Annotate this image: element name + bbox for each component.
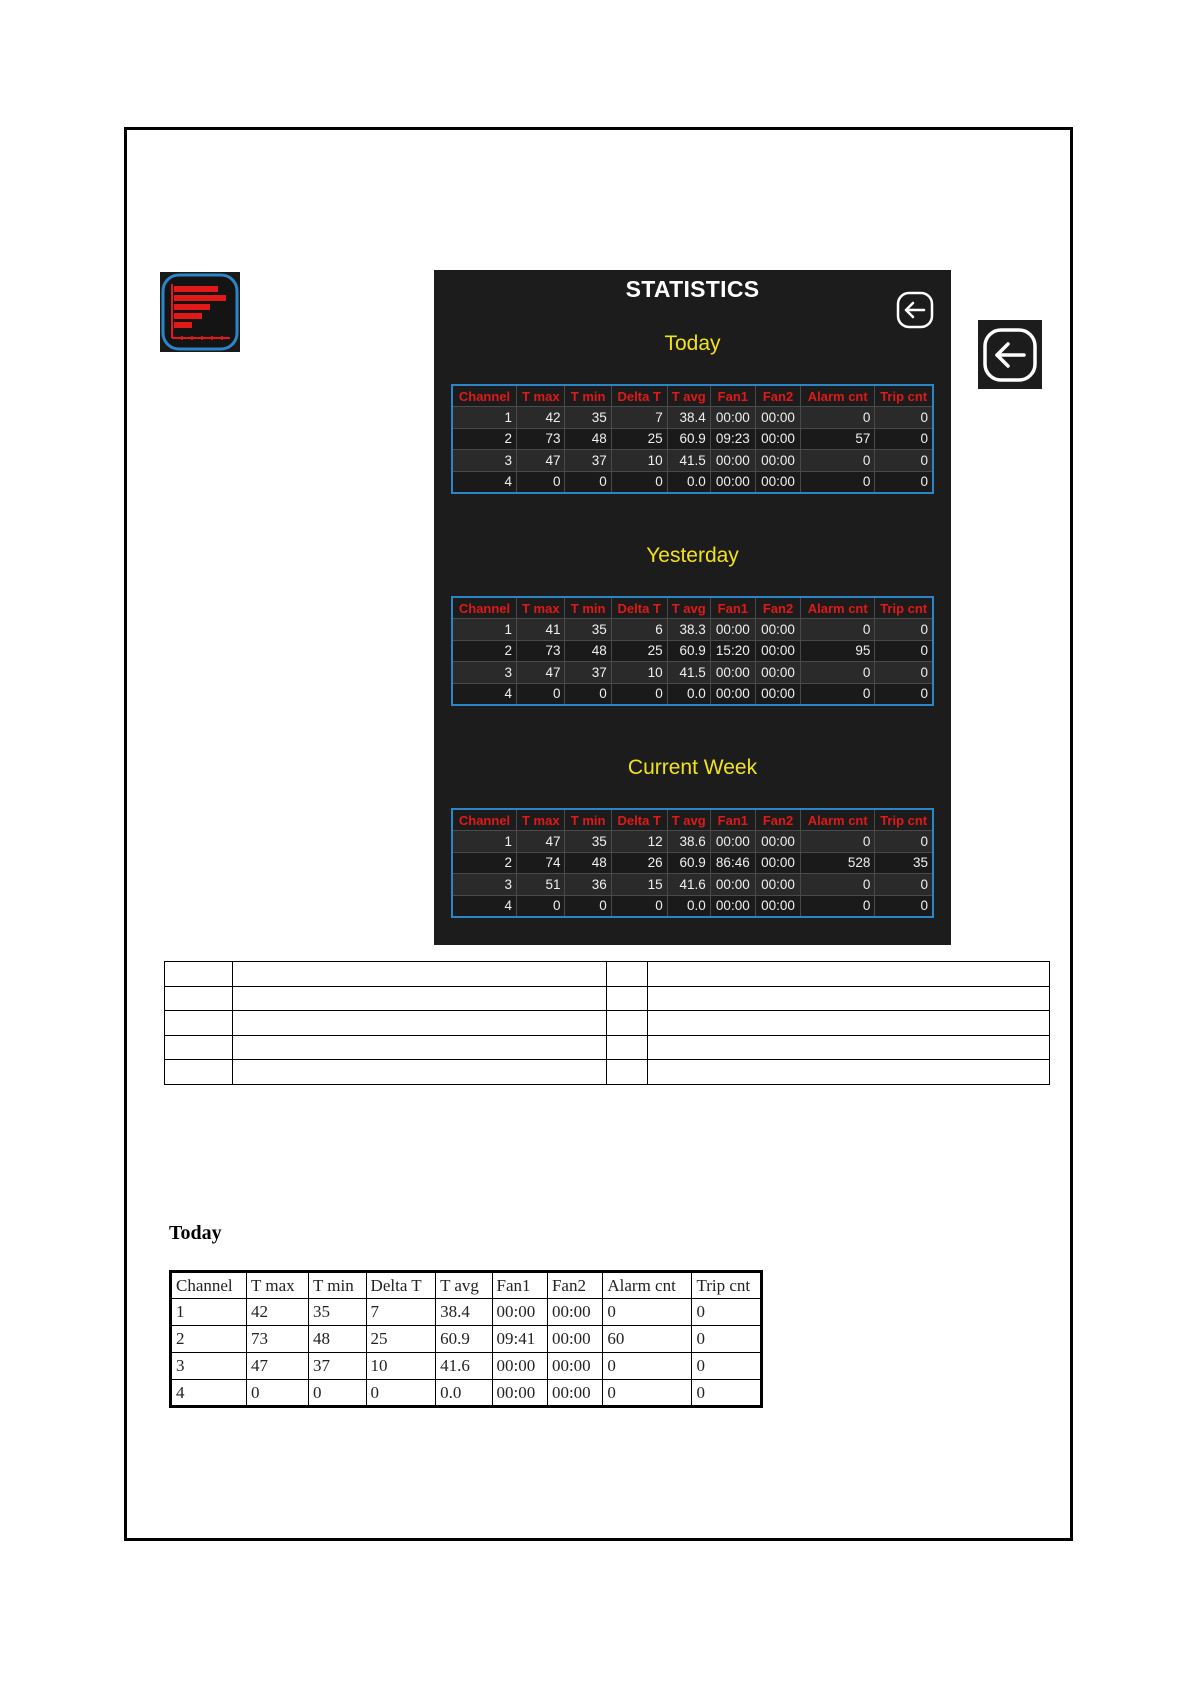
- column-header: Fan1: [710, 809, 755, 831]
- statistics-screen: [434, 270, 951, 945]
- table-cell: 38.4: [436, 1299, 492, 1326]
- table-cell: 0: [875, 895, 933, 917]
- table-cell: 00:00: [755, 831, 800, 853]
- column-header: T avg: [667, 385, 710, 407]
- table-cell: 0: [875, 831, 933, 853]
- table-cell: 35: [875, 852, 933, 874]
- table-cell: 00:00: [755, 450, 800, 472]
- table-cell: 10: [611, 450, 667, 472]
- column-header: T avg: [436, 1272, 492, 1299]
- table-cell: 51: [517, 874, 565, 896]
- table-cell: 48: [565, 640, 611, 662]
- table-cell: 0: [692, 1353, 762, 1380]
- current-week-table: [451, 808, 934, 918]
- table-cell: 0: [517, 895, 565, 917]
- table-cell: 48: [308, 1326, 366, 1353]
- column-header: Alarm cnt: [801, 597, 875, 619]
- table-cell: 4: [171, 1380, 247, 1407]
- column-header: Trip cnt: [875, 597, 933, 619]
- table-header-row: [452, 385, 933, 407]
- table-cell: 0: [692, 1326, 762, 1353]
- table-cell: 0: [565, 471, 611, 493]
- table-cell: 60.9: [667, 428, 710, 450]
- table-cell: 00:00: [710, 831, 755, 853]
- table-cell: 35: [308, 1299, 366, 1326]
- table-row: [452, 662, 933, 684]
- table-cell: 12: [611, 831, 667, 853]
- table-cell: 42: [517, 407, 565, 429]
- column-header: T min: [565, 385, 611, 407]
- column-header: Channel: [452, 809, 517, 831]
- table-row: [452, 831, 933, 853]
- table-row: [171, 1380, 762, 1407]
- table-cell: 00:00: [547, 1326, 602, 1353]
- table-cell: 0.0: [667, 683, 710, 705]
- table-cell: 00:00: [492, 1380, 547, 1407]
- table-row: [165, 962, 1050, 987]
- table-cell: 2: [452, 428, 517, 450]
- table-cell: 73: [517, 640, 565, 662]
- doc-today-table: [169, 1270, 763, 1408]
- table-cell: 35: [565, 619, 611, 641]
- column-header: Fan2: [547, 1272, 602, 1299]
- table-cell: 2: [452, 852, 517, 874]
- table-cell: 0.0: [436, 1380, 492, 1407]
- table-cell: 00:00: [755, 471, 800, 493]
- table-cell: 1: [452, 407, 517, 429]
- table-row: [165, 1060, 1050, 1085]
- table-cell: 00:00: [710, 450, 755, 472]
- table-row: [452, 619, 933, 641]
- table-cell: 0: [611, 683, 667, 705]
- table-cell: 95: [801, 640, 875, 662]
- table-cell: 00:00: [710, 407, 755, 429]
- column-header: Fan2: [755, 597, 800, 619]
- table-row: [452, 852, 933, 874]
- column-header: Fan1: [492, 1272, 547, 1299]
- table-cell: 00:00: [547, 1353, 602, 1380]
- section-title-current-week: Current Week: [627, 756, 758, 779]
- table-cell: 00:00: [755, 428, 800, 450]
- table-cell: 37: [308, 1353, 366, 1380]
- table-cell: 38.6: [667, 831, 710, 853]
- table-cell: 00:00: [547, 1299, 602, 1326]
- table-cell: 0: [308, 1380, 366, 1407]
- table-cell: 37: [565, 450, 611, 472]
- table-cell: 00:00: [755, 407, 800, 429]
- table-cell: 0: [875, 471, 933, 493]
- table-cell: 41.5: [667, 450, 710, 472]
- table-cell: 4: [452, 471, 517, 493]
- column-header: T max: [517, 809, 565, 831]
- column-header: T min: [308, 1272, 366, 1299]
- column-header: Alarm cnt: [801, 385, 875, 407]
- table-cell: 0: [875, 619, 933, 641]
- table-cell: 47: [517, 662, 565, 684]
- table-header-row: [452, 809, 933, 831]
- table-cell: 00:00: [755, 874, 800, 896]
- screen-back-button[interactable]: [895, 290, 935, 330]
- table-cell: 0: [801, 450, 875, 472]
- table-cell: 00:00: [755, 640, 800, 662]
- today-table: [451, 384, 934, 494]
- column-header: Delta T: [611, 597, 667, 619]
- table-header-row: [171, 1272, 762, 1299]
- table-cell: 00:00: [710, 662, 755, 684]
- table-cell: 35: [565, 831, 611, 853]
- table-cell: 3: [171, 1353, 247, 1380]
- table-cell: 0: [875, 662, 933, 684]
- table-cell: 47: [517, 831, 565, 853]
- table-row: [165, 1011, 1050, 1036]
- table-cell: 0: [603, 1299, 692, 1326]
- table-cell: 0.0: [667, 895, 710, 917]
- table-cell: 6: [611, 619, 667, 641]
- table-cell: 25: [366, 1326, 436, 1353]
- back-button[interactable]: [978, 320, 1042, 389]
- table-cell: 528: [801, 852, 875, 874]
- table-cell: 26: [611, 852, 667, 874]
- table-row: [452, 407, 933, 429]
- column-header: T min: [565, 809, 611, 831]
- table-cell: 0: [611, 895, 667, 917]
- column-header: Channel: [452, 385, 517, 407]
- column-header: T min: [565, 597, 611, 619]
- column-header: T avg: [667, 809, 710, 831]
- table-cell: 0: [603, 1353, 692, 1380]
- legend-table: [164, 961, 1050, 1085]
- section-title-yesterday: Yesterday: [646, 544, 739, 567]
- table-cell: 00:00: [710, 895, 755, 917]
- table-row: [452, 450, 933, 472]
- table-cell: 2: [171, 1326, 247, 1353]
- table-cell: 0: [875, 640, 933, 662]
- column-header: Delta T: [611, 809, 667, 831]
- table-cell: 25: [611, 640, 667, 662]
- column-header: Alarm cnt: [603, 1272, 692, 1299]
- table-cell: 00:00: [710, 874, 755, 896]
- table-cell: 48: [565, 852, 611, 874]
- table-row: [452, 683, 933, 705]
- back-arrow-icon: [895, 290, 935, 330]
- table-row: [452, 895, 933, 917]
- table-cell: 09:41: [492, 1326, 547, 1353]
- column-header: T avg: [667, 597, 710, 619]
- table-cell: 3: [452, 874, 517, 896]
- table-cell: 41.6: [667, 874, 710, 896]
- table-cell: 0: [692, 1299, 762, 1326]
- table-row: [452, 640, 933, 662]
- table-cell: 86:46: [710, 852, 755, 874]
- table-cell: 1: [452, 619, 517, 641]
- column-header: Trip cnt: [875, 385, 933, 407]
- table-cell: 00:00: [755, 683, 800, 705]
- table-cell: 0: [247, 1380, 309, 1407]
- table-cell: 0: [875, 428, 933, 450]
- table-cell: 09:23: [710, 428, 755, 450]
- table-cell: 0: [875, 407, 933, 429]
- column-header: Trip cnt: [875, 809, 933, 831]
- column-header: Alarm cnt: [801, 809, 875, 831]
- table-cell: 1: [452, 831, 517, 853]
- table-cell: 10: [611, 662, 667, 684]
- table-cell: 35: [565, 407, 611, 429]
- table-cell: 15: [611, 874, 667, 896]
- back-arrow-icon: [982, 327, 1038, 383]
- table-row: [452, 428, 933, 450]
- table-cell: 1: [171, 1299, 247, 1326]
- column-header: Delta T: [611, 385, 667, 407]
- table-cell: 0.0: [667, 471, 710, 493]
- table-cell: 0: [801, 407, 875, 429]
- column-header: Fan1: [710, 385, 755, 407]
- table-cell: 0: [801, 619, 875, 641]
- column-header: Fan2: [755, 809, 800, 831]
- table-cell: 74: [517, 852, 565, 874]
- table-cell: 00:00: [492, 1299, 547, 1326]
- table-cell: 37: [565, 662, 611, 684]
- table-cell: 00:00: [492, 1353, 547, 1380]
- table-cell: 7: [611, 407, 667, 429]
- table-cell: 00:00: [755, 619, 800, 641]
- doc-heading: Today: [169, 1222, 222, 1244]
- table-cell: 47: [247, 1353, 309, 1380]
- section-title-today: Today: [664, 332, 721, 355]
- column-header: T max: [247, 1272, 309, 1299]
- table-cell: 00:00: [755, 852, 800, 874]
- table-cell: 0: [565, 895, 611, 917]
- table-cell: 73: [517, 428, 565, 450]
- table-row: [171, 1326, 762, 1353]
- table-row: [171, 1299, 762, 1326]
- table-cell: 0: [801, 471, 875, 493]
- table-cell: 0: [517, 683, 565, 705]
- table-cell: 0: [565, 683, 611, 705]
- table-cell: 41.5: [667, 662, 710, 684]
- table-cell: 0: [517, 471, 565, 493]
- table-cell: 41.6: [436, 1353, 492, 1380]
- table-cell: 7: [366, 1299, 436, 1326]
- column-header: T max: [517, 597, 565, 619]
- table-cell: 0: [603, 1380, 692, 1407]
- table-cell: 0: [801, 895, 875, 917]
- table-row: [171, 1353, 762, 1380]
- table-cell: 25: [611, 428, 667, 450]
- table-cell: 38.4: [667, 407, 710, 429]
- table-row: [165, 986, 1050, 1011]
- table-cell: 38.3: [667, 619, 710, 641]
- table-cell: 60.9: [436, 1326, 492, 1353]
- table-cell: 2: [452, 640, 517, 662]
- table-cell: 10: [366, 1353, 436, 1380]
- table-cell: 36: [565, 874, 611, 896]
- yesterday-table: [451, 596, 934, 706]
- column-header: Delta T: [366, 1272, 436, 1299]
- column-header: Fan1: [710, 597, 755, 619]
- table-cell: 0: [611, 471, 667, 493]
- table-cell: 15:20: [710, 640, 755, 662]
- table-header-row: [452, 597, 933, 619]
- table-cell: 0: [366, 1380, 436, 1407]
- table-cell: 00:00: [755, 895, 800, 917]
- table-cell: 00:00: [710, 683, 755, 705]
- table-cell: 0: [692, 1380, 762, 1407]
- column-header: Channel: [171, 1272, 247, 1299]
- table-cell: 3: [452, 662, 517, 684]
- screen-title: STATISTICS: [625, 276, 760, 302]
- table-cell: 0: [801, 662, 875, 684]
- column-header: T max: [517, 385, 565, 407]
- table-cell: 41: [517, 619, 565, 641]
- table-cell: 73: [247, 1326, 309, 1353]
- table-cell: 0: [875, 450, 933, 472]
- table-cell: 00:00: [710, 619, 755, 641]
- table-cell: 00:00: [710, 471, 755, 493]
- table-cell: 47: [517, 450, 565, 472]
- table-cell: 48: [565, 428, 611, 450]
- table-row: [165, 1035, 1050, 1060]
- table-cell: 0: [801, 683, 875, 705]
- table-row: [452, 874, 933, 896]
- column-header: Channel: [452, 597, 517, 619]
- column-header: Trip cnt: [692, 1272, 762, 1299]
- table-cell: 57: [801, 428, 875, 450]
- table-cell: 00:00: [547, 1380, 602, 1407]
- bar-chart-icon[interactable]: [160, 272, 240, 352]
- table-cell: 0: [801, 831, 875, 853]
- table-cell: 0: [801, 874, 875, 896]
- table-cell: 4: [452, 683, 517, 705]
- table-cell: 60: [603, 1326, 692, 1353]
- table-cell: 60.9: [667, 852, 710, 874]
- table-cell: 42: [247, 1299, 309, 1326]
- table-cell: 4: [452, 895, 517, 917]
- table-cell: 0: [875, 683, 933, 705]
- table-cell: 60.9: [667, 640, 710, 662]
- table-cell: 0: [875, 874, 933, 896]
- table-cell: 3: [452, 450, 517, 472]
- table-cell: 00:00: [755, 662, 800, 684]
- column-header: Fan2: [755, 385, 800, 407]
- table-row: [452, 471, 933, 493]
